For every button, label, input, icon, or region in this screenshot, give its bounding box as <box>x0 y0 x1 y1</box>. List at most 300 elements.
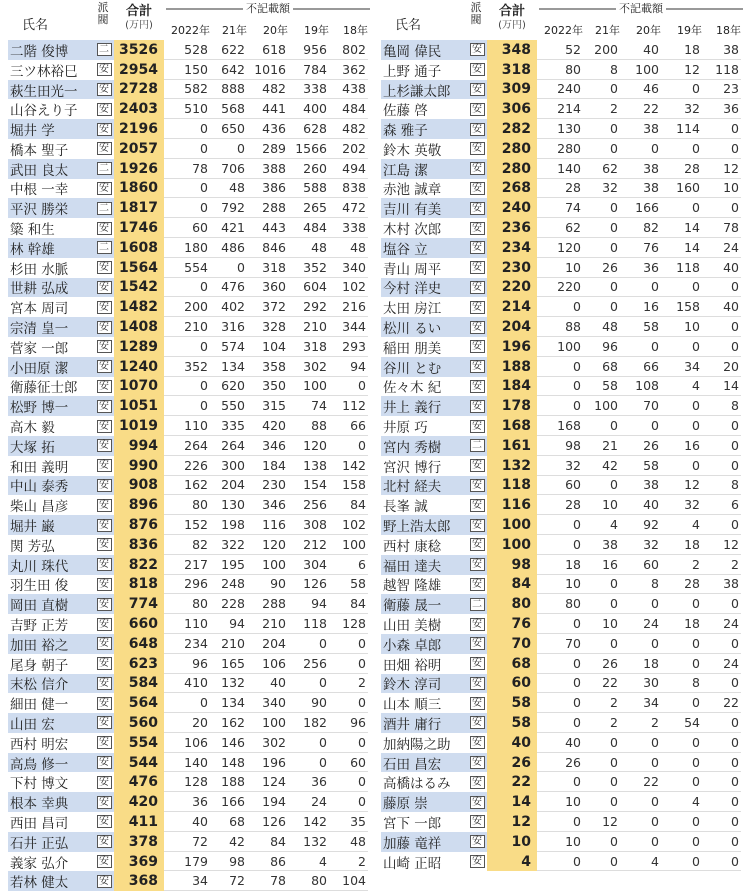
member-name: 太田 房江 <box>383 301 442 318</box>
table-row <box>381 139 743 159</box>
total-amount: 230 <box>487 258 537 278</box>
faction-badge: 安 <box>97 123 112 136</box>
year-amount: 26 <box>537 753 583 773</box>
year-amount: 74 <box>288 396 329 416</box>
faction-cell <box>467 555 487 575</box>
faction-badge: 安 <box>470 459 485 472</box>
year-amount: 24 <box>702 614 741 634</box>
faction-cell <box>94 60 114 80</box>
year-amount: 288 <box>247 594 288 614</box>
member-name: 杉田 水脈 <box>10 261 69 278</box>
year-amount: 2 <box>583 99 620 119</box>
year-amount: 300 <box>210 456 247 476</box>
year-amount: 642 <box>210 60 247 80</box>
faction-badge: 安 <box>470 855 485 868</box>
faction-cell <box>94 297 114 317</box>
year-amount: 166 <box>210 792 247 812</box>
table-row <box>8 495 370 515</box>
year-amount: 338 <box>288 80 329 100</box>
year-amount: 228 <box>210 594 247 614</box>
year-amount: 28 <box>537 495 583 515</box>
faction-badge: 安 <box>470 558 485 571</box>
total-amount: 236 <box>487 218 537 238</box>
total-amount: 2954 <box>114 60 164 80</box>
faction-cell <box>94 713 114 733</box>
year-amount: 8 <box>702 396 741 416</box>
total-amount: 648 <box>114 634 164 654</box>
year-amount: 86 <box>247 852 288 872</box>
faction-cell <box>467 99 487 119</box>
year-amount: 98 <box>537 436 583 456</box>
year-amount: 280 <box>537 139 583 159</box>
year-amount: 102 <box>329 278 368 298</box>
year-amount: 0 <box>537 713 583 733</box>
total-amount: 564 <box>114 693 164 713</box>
total-amount: 220 <box>487 278 537 298</box>
total-amount: 1482 <box>114 297 164 317</box>
year-amount: 0 <box>583 575 620 595</box>
faction-cell <box>94 80 114 100</box>
year-amount: 0 <box>583 238 620 258</box>
year-amount: 0 <box>164 396 210 416</box>
year-amount: 0 <box>702 733 741 753</box>
year-amount: 8 <box>661 674 702 694</box>
member-name: 佐々木 紀 <box>383 380 442 397</box>
year-amount: 184 <box>247 456 288 476</box>
year-amount: 202 <box>329 139 368 159</box>
year-amount: 10 <box>583 614 620 634</box>
total-amount: 896 <box>114 495 164 515</box>
year-amount: 32 <box>661 495 702 515</box>
year-amount: 0 <box>661 594 702 614</box>
member-name: 長峯 誠 <box>383 499 428 516</box>
year-amount: 0 <box>537 614 583 634</box>
year-amount: 443 <box>247 218 288 238</box>
faction-badge: 安 <box>470 519 485 532</box>
table-row <box>8 139 370 159</box>
year-amount: 36 <box>702 99 741 119</box>
year-amount: 0 <box>583 852 620 872</box>
faction-badge: 二 <box>97 43 112 56</box>
year-amount: 550 <box>210 396 247 416</box>
year-amount: 2 <box>661 555 702 575</box>
faction-cell <box>467 476 487 496</box>
year-amount: 32 <box>661 99 702 119</box>
table-row <box>8 218 370 238</box>
year-amount: 92 <box>620 515 661 535</box>
faction-cell <box>467 179 487 199</box>
year-amount: 0 <box>164 179 210 199</box>
faction-badge: 安 <box>97 618 112 631</box>
faction-badge: 安 <box>97 281 112 294</box>
faction-cell <box>94 456 114 476</box>
year-amount: 100 <box>288 377 329 397</box>
year-amount: 260 <box>288 159 329 179</box>
faction-badge: 安 <box>97 736 112 749</box>
total-amount: 58 <box>487 693 537 713</box>
faction-badge: 安 <box>470 637 485 650</box>
total-amount: 774 <box>114 594 164 614</box>
year-amount: 360 <box>247 278 288 298</box>
year-amount: 4 <box>583 515 620 535</box>
year-amount: 38 <box>702 40 741 60</box>
member-name: 山本 順三 <box>383 697 442 714</box>
faction-badge: 安 <box>470 261 485 274</box>
total-amount: 14 <box>487 792 537 812</box>
faction-cell <box>94 119 114 139</box>
table-row <box>8 674 370 694</box>
faction-badge: 安 <box>470 657 485 670</box>
table-row <box>8 80 370 100</box>
total-amount: 100 <box>487 515 537 535</box>
faction-cell <box>467 792 487 812</box>
member-name: 亀岡 偉民 <box>381 40 467 60</box>
faction-cell <box>467 772 487 792</box>
year-amount: 0 <box>702 753 741 773</box>
total-amount: 98 <box>487 555 537 575</box>
year-amount: 256 <box>288 495 329 515</box>
year-amount: 22 <box>620 99 661 119</box>
table-row <box>381 476 743 496</box>
faction-cell <box>94 99 114 119</box>
year-amount: 100 <box>247 555 288 575</box>
year-amount: 28 <box>661 159 702 179</box>
faction-badge: 二 <box>97 162 112 175</box>
member-name: 山田 美樹 <box>383 618 442 635</box>
year-amount: 78 <box>164 159 210 179</box>
year-amount: 0 <box>583 139 620 159</box>
header-total-label: 合計 <box>125 4 152 19</box>
table-row <box>381 357 743 377</box>
total-amount: 3526 <box>114 40 164 60</box>
year-amount: 40 <box>164 812 210 832</box>
table-row <box>8 337 370 357</box>
total-amount: 420 <box>114 792 164 812</box>
year-amount: 316 <box>210 317 247 337</box>
faction-badge: 安 <box>470 776 485 789</box>
year-amount: 410 <box>164 674 210 694</box>
member-name: 高鳥 修一 <box>8 753 94 773</box>
year-amount: 0 <box>661 634 702 654</box>
faction-cell <box>467 495 487 515</box>
year-amount: 0 <box>329 733 368 753</box>
year-amount: 0 <box>661 80 702 100</box>
year-amount: 0 <box>620 753 661 773</box>
year-amount: 706 <box>210 159 247 179</box>
year-amount: 0 <box>661 753 702 773</box>
year-amount: 72 <box>210 871 247 891</box>
year-amount: 0 <box>164 377 210 397</box>
member-name: 木村 次郎 <box>383 222 442 239</box>
year-amount: 0 <box>661 456 702 476</box>
year-amount: 88 <box>537 317 583 337</box>
year-amount: 8 <box>620 575 661 595</box>
faction-badge: 安 <box>97 261 112 274</box>
year-amount: 0 <box>702 792 741 812</box>
year-amount: 12 <box>583 812 620 832</box>
year-amount: 441 <box>247 99 288 119</box>
year-amount: 0 <box>583 80 620 100</box>
faction-cell <box>94 535 114 555</box>
year-amount: 346 <box>247 436 288 456</box>
total-amount: 132 <box>487 456 537 476</box>
total-amount: 168 <box>487 416 537 436</box>
total-amount: 1564 <box>114 258 164 278</box>
total-amount: 818 <box>114 575 164 595</box>
year-amount: 46 <box>620 80 661 100</box>
faction-cell <box>467 119 487 139</box>
table-row <box>8 733 370 753</box>
total-amount: 660 <box>114 614 164 634</box>
year-amount: 628 <box>288 119 329 139</box>
member-name: 羽生田 俊 <box>10 578 69 595</box>
year-amount: 18 <box>661 614 702 634</box>
year-amount: 38 <box>620 159 661 179</box>
faction-cell <box>94 674 114 694</box>
header-year: 21年 <box>595 24 620 37</box>
member-name: 三ツ林裕巳 <box>10 63 78 80</box>
member-name: 高木 毅 <box>10 420 55 437</box>
year-amount: 38 <box>620 476 661 496</box>
faction-badge: 安 <box>97 697 112 710</box>
year-amount: 124 <box>247 772 288 792</box>
year-amount: 0 <box>661 139 702 159</box>
year-amount: 2 <box>583 693 620 713</box>
table-row <box>381 60 743 80</box>
table-row <box>8 159 370 179</box>
year-amount: 0 <box>329 377 368 397</box>
member-name: 小森 卓郎 <box>381 634 467 654</box>
member-name: 佐藤 啓 <box>383 103 428 120</box>
year-amount: 248 <box>210 575 247 595</box>
table-row <box>381 238 743 258</box>
year-amount: 120 <box>247 535 288 555</box>
year-amount: 60 <box>164 218 210 238</box>
faction-badge: 二 <box>97 202 112 215</box>
total-amount: 240 <box>487 198 537 218</box>
faction-cell <box>94 337 114 357</box>
year-amount: 6 <box>329 555 368 575</box>
faction-badge: 安 <box>97 756 112 769</box>
year-amount: 0 <box>288 733 329 753</box>
year-amount: 0 <box>329 792 368 812</box>
table-body <box>381 40 743 871</box>
year-amount: 160 <box>661 179 702 199</box>
year-amount: 0 <box>661 832 702 852</box>
faction-badge: 安 <box>97 301 112 314</box>
year-amount: 42 <box>583 456 620 476</box>
year-amount: 98 <box>210 852 247 872</box>
member-name: 塩谷 立 <box>381 238 467 258</box>
total-amount: 2196 <box>114 119 164 139</box>
table-row <box>8 792 370 812</box>
year-amount: 106 <box>247 654 288 674</box>
faction-cell <box>94 416 114 436</box>
left-table <box>8 0 370 891</box>
faction-badge: 安 <box>97 796 112 809</box>
member-name: 萩生田光一 <box>8 80 94 100</box>
faction-badge: 安 <box>97 677 112 690</box>
year-amount: 80 <box>164 594 210 614</box>
total-amount: 70 <box>487 634 537 654</box>
table-row <box>381 575 743 595</box>
year-amount: 32 <box>620 535 661 555</box>
faction-badge: 安 <box>97 855 112 868</box>
year-amount: 216 <box>329 297 368 317</box>
table-row <box>381 179 743 199</box>
year-amount: 0 <box>702 515 741 535</box>
faction-cell <box>467 436 487 456</box>
year-amount: 22 <box>620 772 661 792</box>
year-amount: 650 <box>210 119 247 139</box>
table-row <box>381 297 743 317</box>
year-amount: 96 <box>583 337 620 357</box>
year-amount: 210 <box>247 614 288 634</box>
member-name: 義家 弘介 <box>10 855 69 872</box>
year-amount: 0 <box>537 812 583 832</box>
faction-cell <box>467 317 487 337</box>
faction-badge: 安 <box>97 479 112 492</box>
faction-badge: 安 <box>97 716 112 729</box>
table-row <box>381 594 743 614</box>
year-amount: 0 <box>537 535 583 555</box>
year-amount: 0 <box>661 812 702 832</box>
member-name: 江島 潔 <box>381 159 467 179</box>
year-amount: 14 <box>661 218 702 238</box>
table-row <box>381 674 743 694</box>
table-row <box>8 99 370 119</box>
member-name: 高橋はるみ <box>383 776 451 793</box>
total-amount: 161 <box>487 436 537 456</box>
member-name: 若林 健太 <box>8 871 94 891</box>
faction-cell <box>94 515 114 535</box>
year-amount: 60 <box>537 476 583 496</box>
year-amount: 96 <box>164 654 210 674</box>
year-amount: 217 <box>164 555 210 575</box>
year-amount: 40 <box>620 40 661 60</box>
year-amount: 0 <box>702 713 741 733</box>
year-amount: 66 <box>620 357 661 377</box>
year-amount: 20 <box>702 357 741 377</box>
faction-cell <box>467 812 487 832</box>
member-name: 石田 昌宏 <box>381 753 467 773</box>
faction-cell <box>467 198 487 218</box>
table-row <box>381 377 743 397</box>
year-amount: 116 <box>247 515 288 535</box>
total-amount: 116 <box>487 495 537 515</box>
member-name: 赤池 誠章 <box>383 182 442 199</box>
year-amount: 346 <box>247 495 288 515</box>
year-amount: 24 <box>288 792 329 812</box>
year-amount: 80 <box>164 495 210 515</box>
faction-cell <box>94 139 114 159</box>
year-amount: 0 <box>702 278 741 298</box>
member-name: 和田 義明 <box>10 459 69 476</box>
faction-badge: 安 <box>470 578 485 591</box>
year-amount: 0 <box>288 634 329 654</box>
year-amount: 0 <box>537 852 583 872</box>
table-row <box>381 792 743 812</box>
faction-badge: 安 <box>97 321 112 334</box>
total-amount: 118 <box>487 476 537 496</box>
header-faction: 派閥 <box>97 1 109 26</box>
table-row <box>381 713 743 733</box>
header-year: 19年 <box>677 24 702 37</box>
header-group <box>166 0 370 16</box>
total-amount: 214 <box>487 297 537 317</box>
year-amount: 78 <box>247 871 288 891</box>
year-amount: 0 <box>164 198 210 218</box>
member-name: 吉川 有美 <box>381 198 467 218</box>
year-amount: 0 <box>583 198 620 218</box>
table-row <box>8 555 370 575</box>
year-amount: 100 <box>620 60 661 80</box>
total-amount: 12 <box>487 812 537 832</box>
year-amount: 24 <box>702 238 741 258</box>
member-name: 井原 巧 <box>383 420 428 437</box>
year-amount: 20 <box>164 713 210 733</box>
member-name: 橋本 聖子 <box>10 142 69 159</box>
faction-cell <box>467 674 487 694</box>
year-amount: 128 <box>329 614 368 634</box>
year-amount: 168 <box>537 416 583 436</box>
table-row <box>8 198 370 218</box>
year-amount: 179 <box>164 852 210 872</box>
year-amount: 118 <box>702 60 741 80</box>
faction-badge: 安 <box>470 677 485 690</box>
total-amount: 1608 <box>114 238 164 258</box>
total-amount: 1746 <box>114 218 164 238</box>
year-amount: 204 <box>247 634 288 654</box>
year-amount: 1566 <box>288 139 329 159</box>
year-amount: 38 <box>620 119 661 139</box>
member-name: 中山 泰秀 <box>8 476 94 496</box>
year-amount: 100 <box>247 713 288 733</box>
faction-cell <box>94 693 114 713</box>
total-amount: 4 <box>487 852 537 872</box>
table-row <box>381 337 743 357</box>
year-amount: 18 <box>661 535 702 555</box>
year-amount: 0 <box>702 119 741 139</box>
year-amount: 80 <box>537 594 583 614</box>
year-amount: 0 <box>164 278 210 298</box>
year-amount: 94 <box>210 614 247 634</box>
year-amount: 10 <box>583 495 620 515</box>
table-row <box>381 416 743 436</box>
year-amount: 22 <box>702 693 741 713</box>
year-amount: 402 <box>210 297 247 317</box>
year-amount: 96 <box>329 713 368 733</box>
year-amount: 0 <box>583 634 620 654</box>
year-amount: 154 <box>288 476 329 496</box>
faction-badge: 安 <box>97 776 112 789</box>
year-amount: 328 <box>247 317 288 337</box>
table-row <box>8 614 370 634</box>
faction-badge: 安 <box>97 657 112 670</box>
year-amount: 293 <box>329 337 368 357</box>
table-row <box>8 317 370 337</box>
total-amount: 282 <box>487 119 537 139</box>
year-amount: 40 <box>702 297 741 317</box>
total-amount: 1019 <box>114 416 164 436</box>
member-name: 上杉謙太郎 <box>381 80 467 100</box>
year-amount: 0 <box>702 198 741 218</box>
total-amount: 476 <box>114 772 164 792</box>
year-amount: 62 <box>537 218 583 238</box>
faction-badge: 二 <box>470 598 485 611</box>
table-row <box>381 634 743 654</box>
total-amount: 26 <box>487 753 537 773</box>
